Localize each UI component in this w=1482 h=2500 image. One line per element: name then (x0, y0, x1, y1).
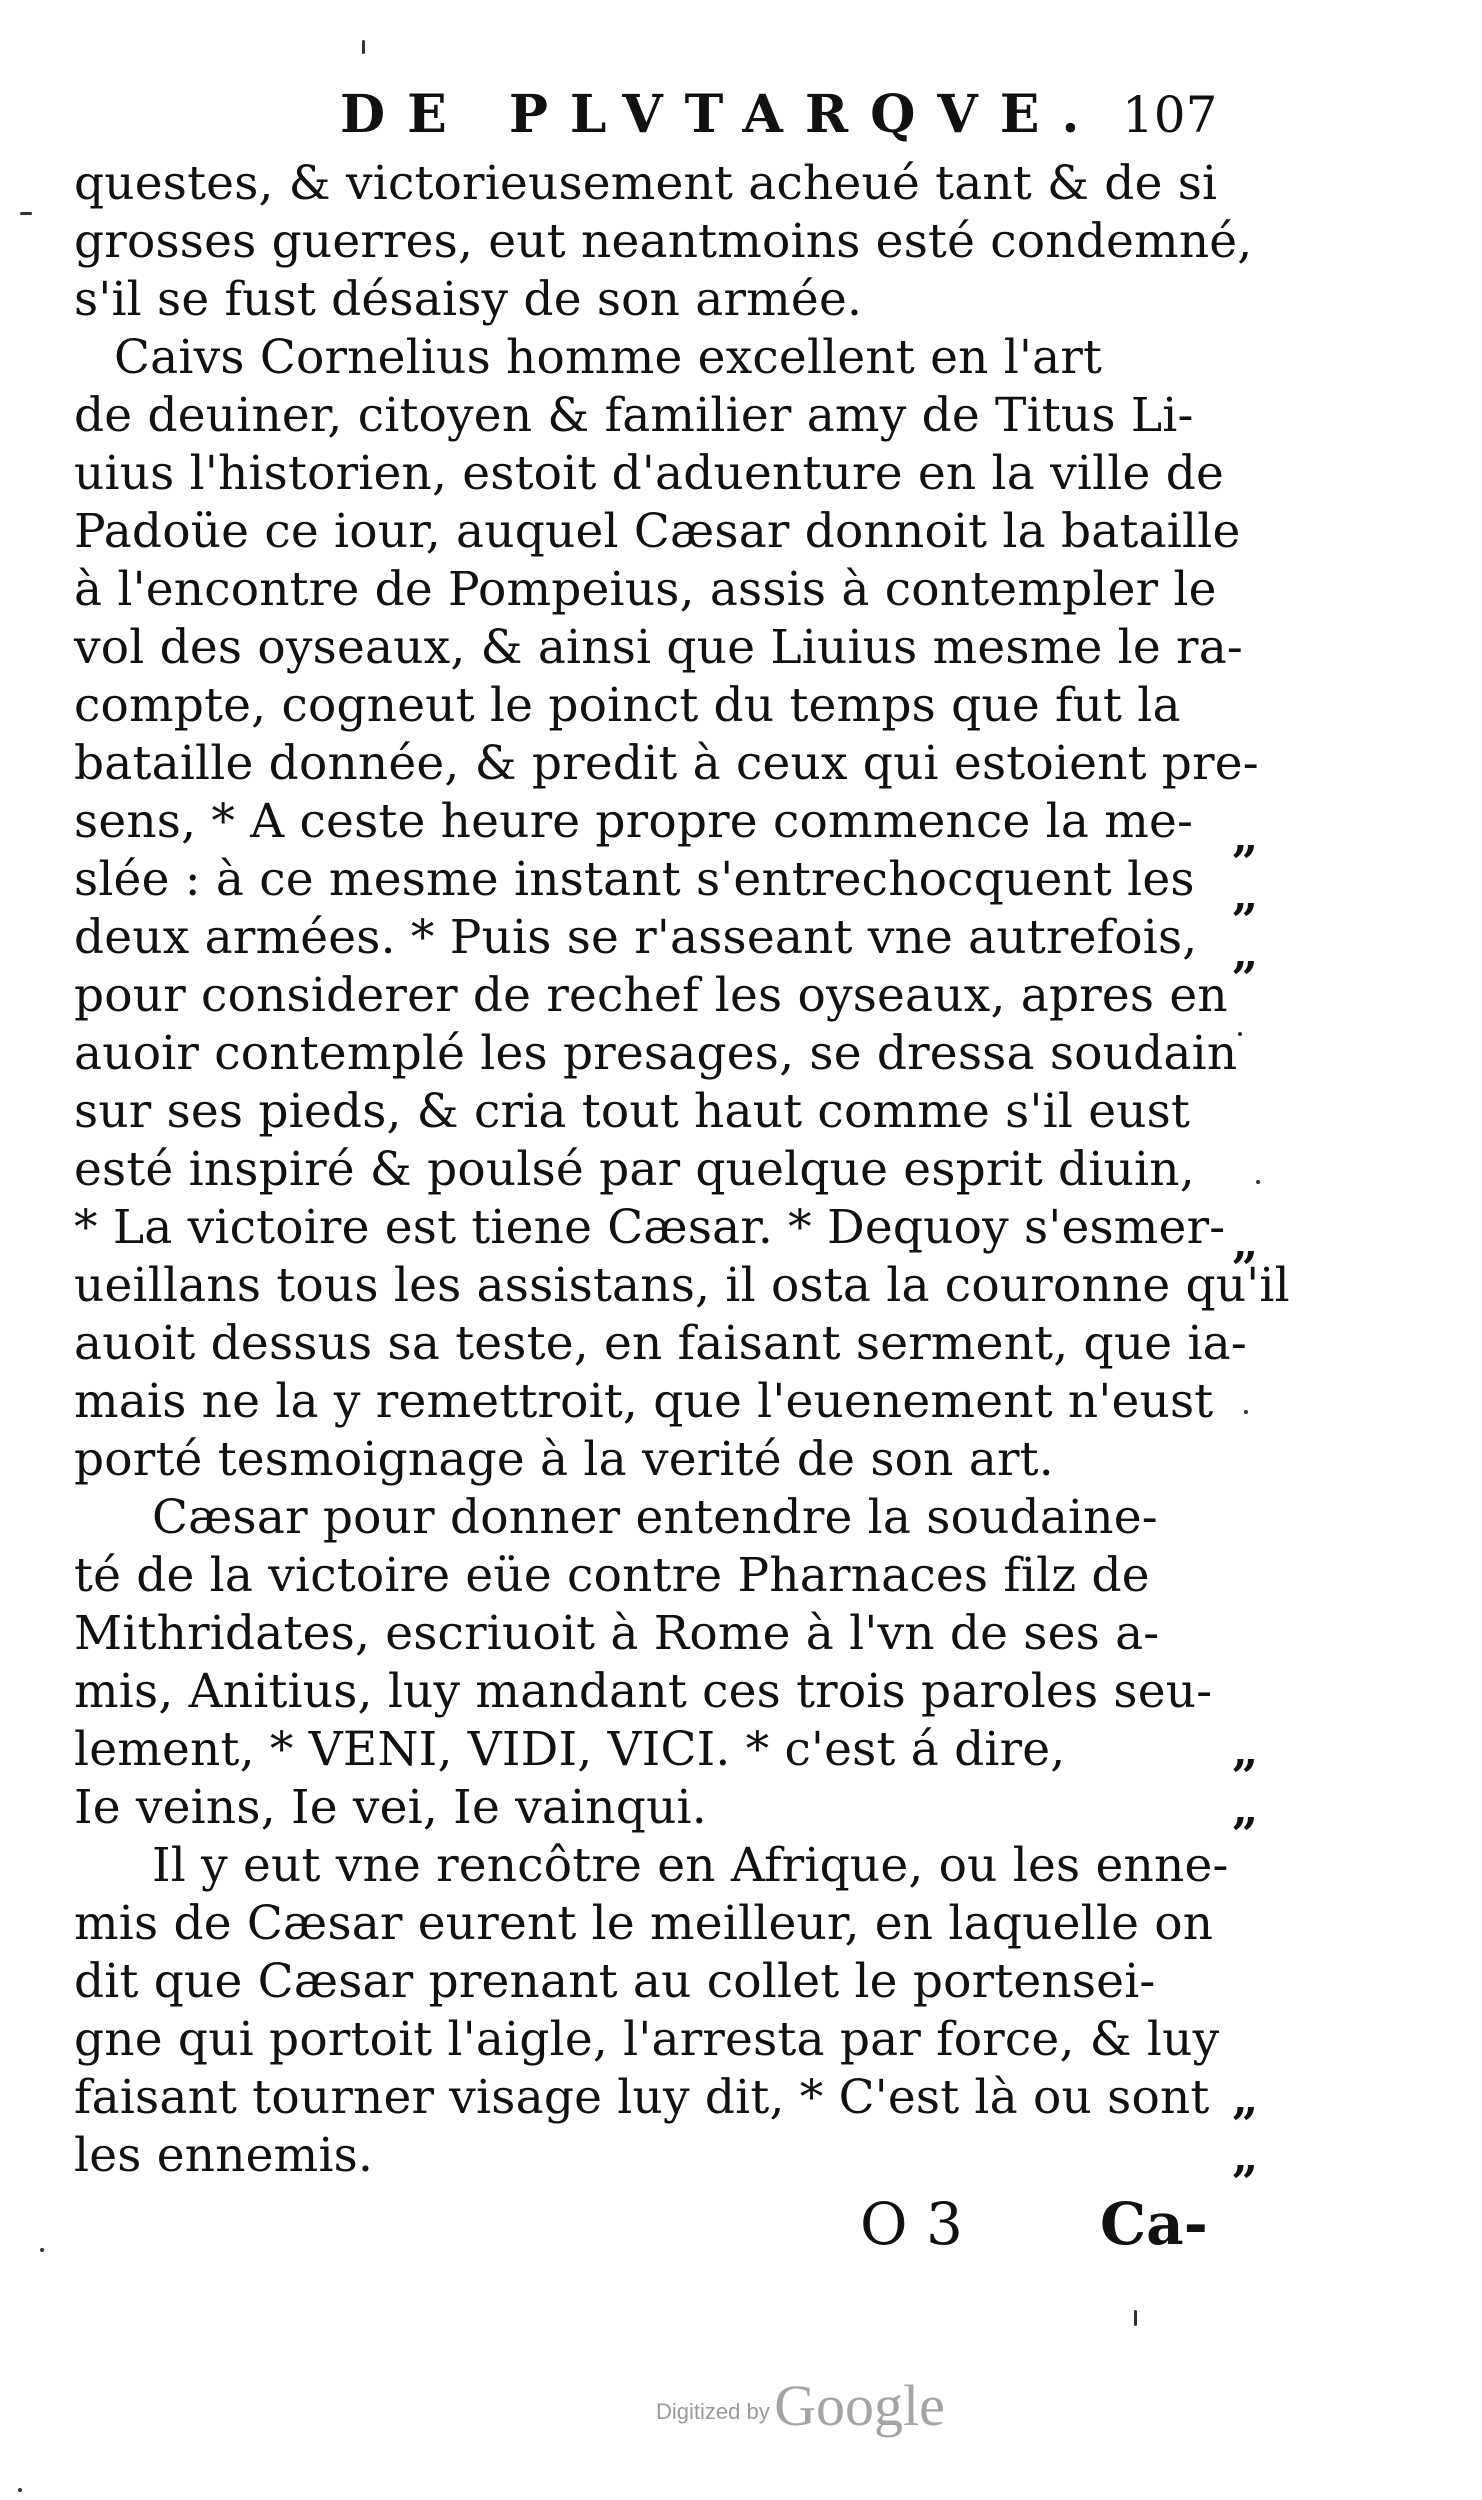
scan-speck (18, 2488, 22, 2492)
text-line: à l'encontre de Pompeius, assis à contempler le (74, 562, 1217, 617)
text-line: * La victoire est tiene Cæsar. * Dequoy s'esmer- (74, 1200, 1226, 1255)
margin-quote-mark: „ (1232, 867, 1259, 921)
text-line: mis, Anitius, luy mandant ces trois paroles seu- (74, 1664, 1213, 1719)
paragraph-start-line: Il y eut vne rencôtre en Afrique, ou les enne- (152, 1838, 1229, 1893)
margin-quote-mark: „ (1232, 1723, 1259, 1777)
text-line: questes, & victorieusement acheué tant & de si (74, 156, 1218, 211)
text-line: bataille donnée, & predit à ceux qui estoient pre- (74, 736, 1259, 791)
text-line: té de la victoire eüe contre Pharnaces filz de (74, 1548, 1150, 1603)
text-line: slée : à ce mesme instant s'entrechocquent les (74, 852, 1195, 907)
scan-speck (20, 212, 32, 215)
text-line: vol des oyseaux, & ainsi que Liuius mesme le ra- (74, 620, 1243, 675)
text-line: Ie veins, Ie vei, Ie vainqui. (74, 1780, 707, 1835)
page-number: 107 (1122, 86, 1218, 144)
text-line: sens, * A ceste heure propre commence la me- (74, 794, 1194, 849)
text-line: compte, cogneut le poinct du temps que fut la (74, 678, 1181, 733)
scan-speck (1238, 1032, 1242, 1036)
margin-quote-mark: „ (1232, 2071, 1259, 2125)
margin-quote-mark: „ (1232, 1781, 1259, 1835)
signature-mark: O 3 (860, 2190, 963, 2258)
text-line: esté inspiré & poulsé par quelque esprit diuin, (74, 1142, 1195, 1197)
paragraph-start-line: Cæsar pour donner entendre la soudaine- (152, 1490, 1158, 1545)
text-line: grosses guerres, eut neantmoins esté condemné, (74, 214, 1253, 269)
text-line: dit que Cæsar prenant au collet le portensei- (74, 1954, 1156, 2009)
paragraph-start-line: Caivs Cornelius homme excellent en l'art (114, 330, 1103, 385)
scan-speck (40, 2248, 44, 2252)
watermark-logo: Google (774, 2373, 945, 2438)
text-line: les ennemis. (74, 2128, 374, 2183)
margin-quote-mark: „ (1232, 2129, 1259, 2183)
text-line: auoir contemplé les presages, se dressa soudain (74, 1026, 1238, 1081)
text-line: s'il se fust désaisy de son armée. (74, 272, 863, 327)
text-line: porté tesmoignage à la verité de son art. (74, 1432, 1054, 1487)
text-line: gne qui portoit l'aigle, l'arresta par force, & luy (74, 2012, 1220, 2067)
text-line: uius l'historien, estoit d'aduenture en la ville de (74, 446, 1224, 501)
catchword: Ca- (1100, 2190, 1208, 2258)
body-text (74, 155, 1290, 2185)
scan-speck (1134, 2310, 1137, 2326)
margin-quote-mark: „ (1232, 1215, 1259, 1269)
text-line: ueillans tous les assistans, il osta la couronne qu'il (74, 1258, 1290, 1313)
text-line: lement, * VENI, VIDI, VICI. * c'est á dire, (74, 1722, 1066, 1777)
text-line: deux armées. * Puis se r'asseant vne autrefois, (74, 910, 1198, 965)
text-line: mais ne la y remettroit, que l'euenement n'eust (74, 1374, 1214, 1429)
scan-speck (362, 40, 365, 54)
text-line: sur ses pieds, & cria tout haut comme s'il eust (74, 1084, 1191, 1139)
digitized-watermark (656, 2372, 945, 2439)
scan-speck (1244, 1410, 1248, 1414)
text-line: auoit dessus sa teste, en faisant serment, que ia- (74, 1316, 1247, 1371)
text-line: Mithridates, escriuoit à Rome à l'vn de ses a- (74, 1606, 1160, 1661)
text-line: faisant tourner visage luy dit, * C'est là ou sont (74, 2070, 1210, 2125)
running-head: DE PLVTARQVE. (340, 84, 1102, 145)
text-line: de deuiner, citoyen & familier amy de Titus Li- (74, 388, 1194, 443)
watermark-prefix: Digitized by (656, 2399, 770, 2424)
margin-quote-mark: „ (1232, 925, 1259, 979)
margin-quote-mark: „ (1232, 809, 1259, 863)
scan-speck (1256, 1180, 1260, 1184)
text-line: mis de Cæsar eurent le meilleur, en laquelle on (74, 1896, 1214, 1951)
text-line: pour considerer de rechef les oyseaux, apres en (74, 968, 1228, 1023)
text-line: Padoüe ce iour, auquel Cæsar donnoit la bataille (74, 504, 1241, 559)
